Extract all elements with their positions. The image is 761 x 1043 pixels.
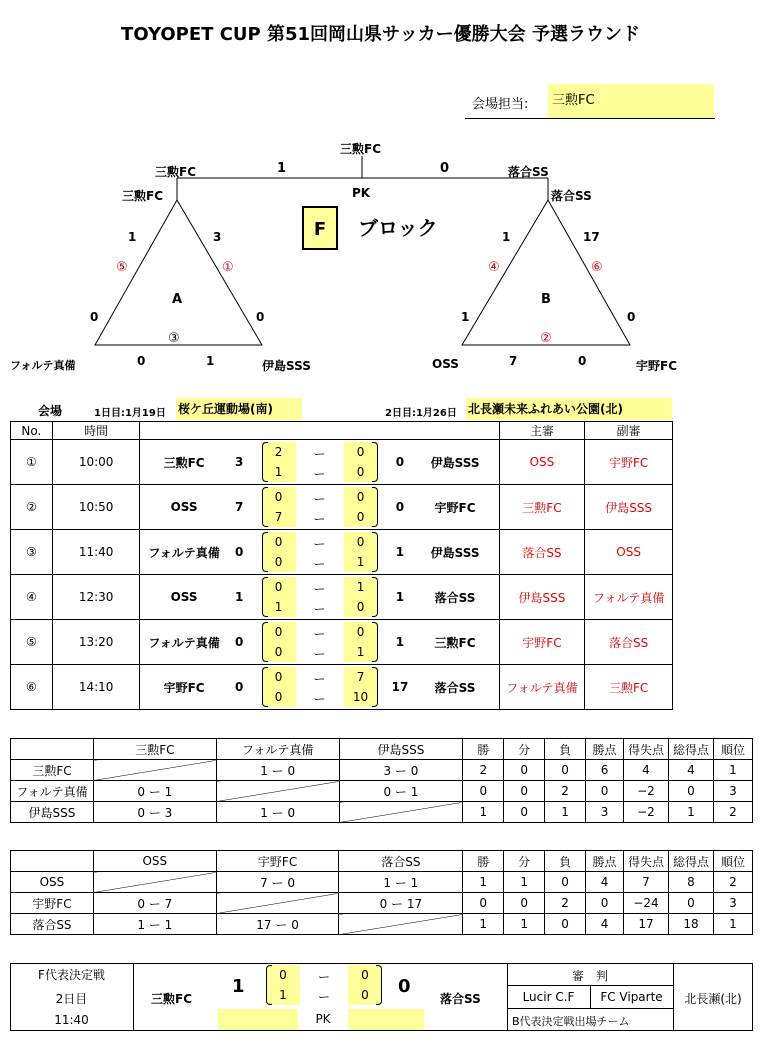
match-no: ⑥ [11, 665, 53, 710]
stat-col: 負 [545, 851, 586, 872]
team-col: フォルテ真備 [216, 739, 339, 760]
h2: 7 [274, 510, 283, 524]
stat-cell: 4 [668, 760, 713, 781]
day1-label: 1日目:1月19日 [94, 408, 166, 419]
stat-cell: −24 [624, 893, 669, 914]
venue-manager-value: 三勲FC [548, 84, 714, 118]
final-pk: PK [315, 1012, 331, 1026]
final-a2: 0 [361, 988, 369, 1002]
final-a1: 0 [361, 968, 369, 982]
match-row [11, 665, 673, 710]
match-time: 10:00 [52, 440, 140, 485]
stat-col: 勝点 [586, 739, 624, 760]
stat-cell: 17 [624, 914, 669, 935]
stat-cell: 0 [586, 893, 624, 914]
team-col: 落合SS [339, 851, 463, 872]
groupA-score: 1 [206, 354, 215, 368]
standings-header [11, 851, 753, 872]
standings-row [11, 802, 753, 823]
match-away-score: 1 [388, 530, 411, 575]
stat-cell: 8 [668, 872, 713, 893]
stat-cell: 0 [504, 802, 545, 823]
groupB-score: 0 [578, 354, 587, 368]
result-cell: 1 ー 0 [216, 802, 339, 823]
bracket-right-score: 0 [440, 161, 450, 176]
stat-cell: 1 [504, 914, 545, 935]
team-name: フォルテ真備 [11, 781, 94, 802]
result-cell: 0 ー 1 [93, 781, 216, 802]
stat-cell: 1 [463, 914, 504, 935]
a2: 1 [356, 645, 365, 659]
col-sub: 副審 [585, 422, 673, 440]
final-h1: 0 [279, 968, 287, 982]
team-col: 伊島SSS [339, 739, 463, 760]
groupB-match-marker: ⑥ [591, 260, 603, 275]
stat-cell: −2 [624, 781, 669, 802]
stat-cell: 0 [463, 893, 504, 914]
stat-col: 分 [504, 851, 545, 872]
day2-label: 2日目:1月26日 [385, 408, 457, 419]
groupA-score: 0 [137, 354, 146, 368]
groupB-score: 17 [583, 230, 600, 244]
final-ref-header: 審 判 [571, 969, 608, 983]
stat-col: 総得点 [668, 739, 713, 760]
bracket-lines [0, 0, 761, 400]
groupA-top-team: 三勲FC [122, 189, 164, 203]
stat-cell: 3 [713, 893, 752, 914]
match-away: 落合SS [411, 665, 499, 710]
match-away-score: 0 [388, 485, 411, 530]
h1: 0 [274, 580, 283, 594]
stat-cell: 4 [586, 914, 624, 935]
match-time: 14:10 [52, 665, 140, 710]
col-no: No. [11, 422, 53, 440]
match-home-score: 0 [228, 530, 251, 575]
groupA-score: 3 [213, 230, 222, 244]
stat-cell: 0 [504, 893, 545, 914]
team-name: OSS [11, 872, 94, 893]
half-scores: 0 ー 0 0 ー 1 [258, 530, 382, 574]
final-venue: 北長瀬(北) [684, 992, 742, 1006]
team-col: OSS [93, 851, 216, 872]
stat-col: 総得点 [668, 851, 713, 872]
standings-row [11, 760, 753, 781]
team-name: 伊島SSS [11, 802, 94, 823]
standings-row [11, 914, 753, 935]
stat-cell: 2 [545, 893, 586, 914]
final-ref1: Lucir C.F [522, 990, 575, 1004]
match-sub: 宇野FC [585, 440, 673, 485]
final-time: 11:40 [54, 1013, 89, 1027]
day1-venue: 桜ケ丘運動場(南) [176, 398, 302, 420]
final-away: 落合SS [440, 992, 481, 1006]
groupA-match-marker: ⑤ [116, 260, 128, 275]
groupB-match-marker: ② [540, 331, 552, 346]
match-no: ② [11, 485, 53, 530]
result-cell: 0 ー 17 [339, 893, 463, 914]
h2: 0 [274, 645, 283, 659]
groupA-right-team: 伊島SSS [262, 359, 311, 373]
match-ref: 伊島SSS [499, 575, 585, 620]
schedule-table [10, 421, 673, 710]
stat-col: 順位 [713, 851, 752, 872]
match-home-score: 0 [228, 620, 251, 665]
standings-b [10, 850, 753, 935]
stat-cell: 0 [586, 781, 624, 802]
match-no: ③ [11, 530, 53, 575]
h2: 0 [274, 555, 283, 569]
team-name: 落合SS [11, 914, 94, 935]
h1: 0 [274, 490, 283, 504]
stat-cell: 0 [545, 760, 586, 781]
stat-cell: 0 [545, 872, 586, 893]
match-away-score: 1 [388, 575, 411, 620]
stat-cell: 6 [586, 760, 624, 781]
a1: 7 [356, 670, 365, 684]
team-name: 宇野FC [11, 893, 94, 914]
match-home: フォルテ真備 [140, 620, 228, 665]
match-no: ④ [11, 575, 53, 620]
half-scores: 0 ー 1 1 ー 0 [258, 575, 382, 619]
a2: 10 [352, 690, 369, 704]
match-home-score: 0 [228, 665, 251, 710]
a1: 0 [356, 445, 365, 459]
h1: 0 [274, 625, 283, 639]
match-home: OSS [140, 485, 228, 530]
groupB-top-team: 落合SS [551, 189, 592, 203]
match-home-score: 3 [228, 440, 251, 485]
stat-cell: −2 [624, 802, 669, 823]
venue-manager-label: 会場担当: [472, 97, 529, 112]
match-away: 落合SS [411, 575, 499, 620]
stat-col: 得失点 [624, 851, 669, 872]
h2: 1 [274, 465, 283, 479]
stat-cell: 1 [463, 802, 504, 823]
final-away-score: 0 [398, 976, 411, 997]
h1: 2 [274, 445, 283, 459]
col-ref: 主審 [499, 422, 585, 440]
groupA-score: 0 [90, 310, 99, 324]
match-sub: OSS [585, 530, 673, 575]
col-time: 時間 [52, 422, 140, 440]
groupB-score: 1 [502, 230, 511, 244]
stat-cell: 1 [463, 872, 504, 893]
half-scores: 0 ー 0 7 ー 0 [258, 485, 382, 529]
match-time: 13:20 [52, 620, 140, 665]
stat-cell: 7 [624, 872, 669, 893]
match-away-score: 0 [388, 440, 411, 485]
stat-cell: 2 [713, 802, 752, 823]
match-no: ① [11, 440, 53, 485]
groupA-score: 0 [256, 310, 265, 324]
match-ref: 宇野FC [499, 620, 585, 665]
standings-row [11, 781, 753, 802]
diagonal-cell [93, 760, 216, 781]
stat-cell: 0 [545, 914, 586, 935]
result-cell: 0 ー 3 [93, 802, 216, 823]
match-sub: フォルテ真備 [585, 575, 673, 620]
groupA-match-marker: ① [222, 260, 234, 275]
bracket-right-team: 落合SS [508, 165, 549, 179]
match-away: 伊島SSS [411, 440, 499, 485]
groupB-score: 7 [509, 354, 518, 368]
final-score-box: 0 ー 0 1 ー 0 [262, 963, 386, 1007]
stat-cell: 1 [668, 802, 713, 823]
match-away: 宇野FC [411, 485, 499, 530]
match-row [11, 530, 673, 575]
result-cell: 1 ー 0 [216, 760, 339, 781]
final-h2: 1 [279, 988, 287, 1002]
a1: 0 [356, 625, 365, 639]
match-row [11, 575, 673, 620]
groupA-match-marker: ③ [168, 331, 180, 346]
match-sub: 三勲FC [585, 665, 673, 710]
match-time: 10:50 [52, 485, 140, 530]
final-note: B代表決定戦出場チーム [512, 1015, 630, 1028]
team-col: 宇野FC [216, 851, 339, 872]
a1: 1 [356, 580, 365, 594]
groupA-name: A [172, 292, 183, 307]
half-scores: 0 ー 0 0 ー 1 [258, 620, 382, 664]
stat-cell: 0 [668, 781, 713, 802]
match-ref: 三勲FC [499, 485, 585, 530]
stat-col: 負 [545, 739, 586, 760]
groupA-score: 1 [128, 230, 137, 244]
team-col: 三勲FC [93, 739, 216, 760]
standings-header [11, 739, 753, 760]
result-cell: 7 ー 0 [216, 872, 339, 893]
stat-col: 分 [504, 739, 545, 760]
day2-venue: 北長瀬未来ふれあい公園(北) [466, 398, 672, 420]
groupB-match-marker: ④ [488, 260, 500, 275]
groupB-right-team: 宇野FC [636, 359, 678, 373]
match-row [11, 485, 673, 530]
stat-cell: 4 [624, 760, 669, 781]
standings-row [11, 872, 753, 893]
bracket-left-score: 1 [277, 161, 287, 176]
match-ref: 落合SS [499, 530, 585, 575]
a2: 0 [356, 510, 365, 524]
diagonal-cell [216, 893, 339, 914]
bracket-left-team: 三勲FC [155, 165, 197, 179]
match-row [11, 620, 673, 665]
match-time: 12:30 [52, 575, 140, 620]
stat-col: 順位 [713, 739, 752, 760]
match-home-score: 1 [228, 575, 251, 620]
match-ref: フォルテ真備 [499, 665, 585, 710]
stat-cell: 2 [463, 760, 504, 781]
standings-a [10, 738, 753, 823]
match-away: 伊島SSS [411, 530, 499, 575]
a2: 1 [356, 555, 365, 569]
stat-cell: 1 [504, 872, 545, 893]
h2: 0 [274, 690, 283, 704]
match-away-score: 17 [388, 665, 411, 710]
stat-cell: 0 [504, 760, 545, 781]
stat-cell: 2 [545, 781, 586, 802]
final-title: F代表決定戦 [38, 968, 105, 982]
final-home: 三勲FC [151, 992, 193, 1006]
result-cell: 0 ー 1 [339, 781, 463, 802]
stat-col: 勝点 [586, 851, 624, 872]
groupB-score: 0 [627, 310, 636, 324]
stat-cell: 0 [504, 781, 545, 802]
stat-cell: 2 [713, 872, 752, 893]
result-cell: 17 ー 0 [216, 914, 339, 935]
stat-cell: 1 [545, 802, 586, 823]
page-title: TOYOPET CUP 第51回岡山県サッカー優勝大会 予選ラウンド [121, 24, 640, 45]
stat-col: 勝 [463, 851, 504, 872]
match-away-score: 1 [388, 620, 411, 665]
groupB-name: B [541, 292, 551, 307]
final-day: 2日目 [55, 992, 88, 1006]
groupA-left-team: フォルテ真備 [10, 359, 76, 372]
diagonal-cell [339, 802, 463, 823]
team-name: 三勲FC [11, 760, 94, 781]
result-cell: 3 ー 0 [339, 760, 463, 781]
diagonal-cell [93, 872, 216, 893]
match-home: OSS [140, 575, 228, 620]
half-scores: 2 ー 0 1 ー 0 [258, 440, 382, 484]
groupB-left-team: OSS [432, 357, 459, 371]
stat-cell: 0 [668, 893, 713, 914]
block-label: ブロック [358, 216, 438, 240]
h2: 1 [274, 600, 283, 614]
stat-col: 得失点 [624, 739, 669, 760]
diagonal-cell [216, 781, 339, 802]
match-ref: OSS [499, 440, 585, 485]
match-home-score: 7 [228, 485, 251, 530]
a2: 0 [356, 600, 365, 614]
bracket-pk: PK [352, 186, 371, 200]
stat-cell: 1 [713, 914, 752, 935]
stat-cell: 1 [713, 760, 752, 781]
stat-cell: 3 [586, 802, 624, 823]
match-time: 11:40 [52, 530, 140, 575]
final-home-score: 1 [232, 976, 245, 997]
a1: 0 [356, 535, 365, 549]
a1: 0 [356, 490, 365, 504]
match-home: 宇野FC [140, 665, 228, 710]
a2: 0 [356, 465, 365, 479]
h1: 0 [274, 535, 283, 549]
diagonal-cell [339, 914, 463, 935]
groupB-score: 1 [461, 310, 470, 324]
result-cell: 1 ー 1 [339, 872, 463, 893]
match-away: 三勲FC [411, 620, 499, 665]
h1: 0 [274, 670, 283, 684]
stat-cell: 4 [586, 872, 624, 893]
stat-cell: 0 [463, 781, 504, 802]
result-cell: 0 ー 7 [93, 893, 216, 914]
final-winner: 三勲FC [340, 142, 382, 156]
block-letter: F [302, 206, 338, 250]
match-home: フォルテ真備 [140, 530, 228, 575]
standings-row [11, 893, 753, 914]
stat-col: 勝 [463, 739, 504, 760]
venue-label: 会場 [38, 404, 63, 418]
half-scores: 0 ー 7 0 ー 10 [258, 665, 382, 709]
final-ref2: FC Viparte [600, 990, 663, 1004]
result-cell: 1 ー 1 [93, 914, 216, 935]
match-sub: 伊島SSS [585, 485, 673, 530]
match-no: ⑤ [11, 620, 53, 665]
match-sub: 落合SS [585, 620, 673, 665]
match-row [11, 440, 673, 485]
stat-cell: 3 [713, 781, 752, 802]
stat-cell: 18 [668, 914, 713, 935]
match-home: 三勲FC [140, 440, 228, 485]
